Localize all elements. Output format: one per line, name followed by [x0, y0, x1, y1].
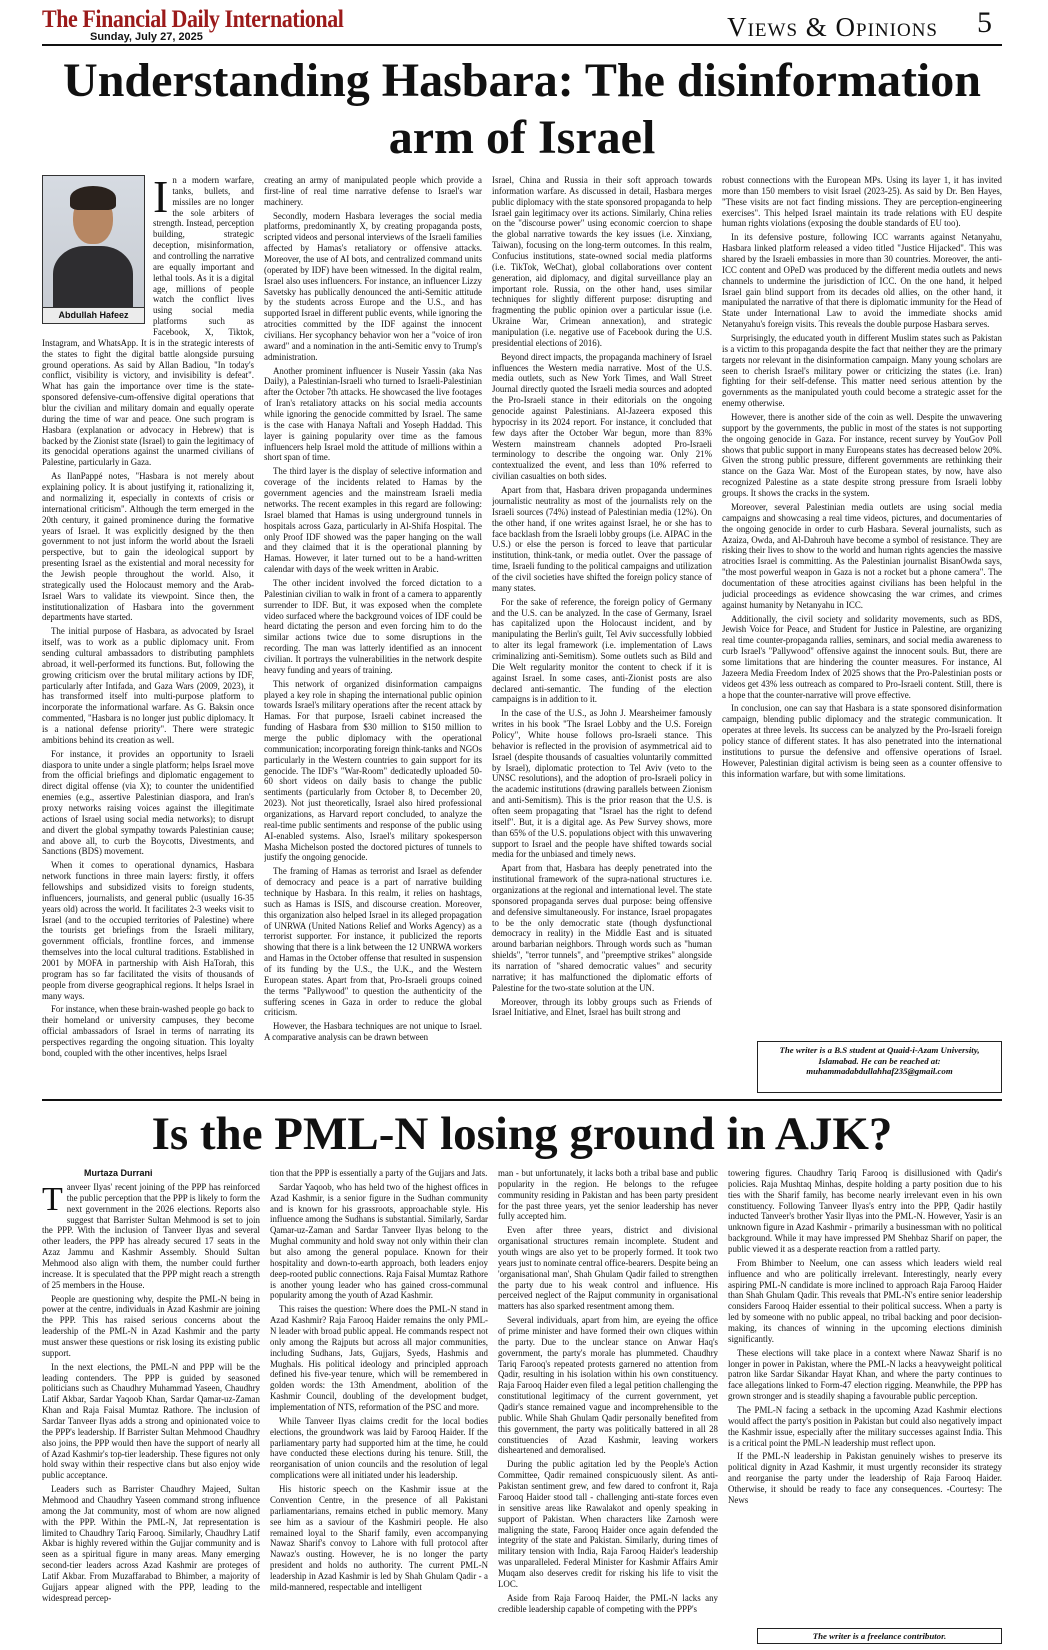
article2-col1-text — [42, 1182, 260, 1604]
article2-col2-text — [270, 1168, 488, 1593]
paragraph: Surprisingly, the educated youth in different Muslim states such as Pakistan is a victim to this propaganda despite the fact that neither they are the primary targets nor relevant in the disinformation campaign. Many young scholars are seen to cherish Israel's military power or criticizing the states (i.e. Iran) fighting for their self-defense. This matter need serious attention by the governments as the manipulated youth could become a strategic asset for the enemy otherwise. — [722, 333, 1002, 409]
paragraph: While Tanveer Ilyas claims credit for the local bodies elections, the groundwork was laid by Farooq Haider. If the parliamentary party had supported him at the time, he could have conducted these elections during his tenure. Still, the reorganisation of union councils and the resolution of legal complications were all initiated under his leadership. — [270, 1415, 488, 1481]
paragraph: towering figures. Chaudhry Tariq Farooq is disillusioned with Qadir's policies. Raja Mushtaq Minhas, despite holding a party position due to his ties with the Sharif family, has become nearly irrelevant even in his own constituency. Following Tanveer Ilyas's entry into the PPP, Qadir hastily inducted Tanveer's brother Yasir Ilyas into the PML-N. However, Yasir is an unknown figure in Azad Kashmir - primarily a businessman with no political background. While it may have impressed PM Shehbaz Sharif on paper, the public viewed it as a desperate reaction from a rattled party. — [728, 1168, 1002, 1255]
author-caption: Abdullah Hafeez — [43, 307, 144, 323]
page-number: 5 — [977, 6, 992, 39]
paragraph: From Bhimber to Neelum, one can assess which leaders wield real influence and who are politically irrelevant. Interestingly, nearly every aspiring PML-N candidate is more inclined to approach Raja Farooq Haider than Shah Ghulam Qadir. This reveals that PML-N's entire senior leadership considers Farooq Haider essential to their political success. When a party is led by someone with no public appeal, no tribal backing and poor decision-making, its chances of winning in the upcoming elections diminish significantly. — [728, 1257, 1002, 1344]
paragraph: The PML-N facing a setback in the upcoming Azad Kashmir elections would affect the party's position in Pakistan but could also negatively impact the Kashmir issue, especially after the military successes against India. This is a critical point the PML-N leadership must reflect upon. — [728, 1405, 1002, 1448]
author-photo-box — [42, 175, 145, 324]
paragraph: For the sake of reference, the foreign policy of Germany and the U.S. can be analyzed. In the case of Germany, Israel has capitalized upon the Holocaust incident, and by manipulating the Berlin's guilt, Tel Aviv successfully lobbied to alter its legal framework (i.e. implementation of Laws criminalizing anti-Semitism). Some outlets such as Bild and Die Welt regularity monitor the content to check if it is against Israel. In some cases, anti-Zionist posts are also declared anti-semantic. The funding of the election campaigns is in addition to it. — [492, 596, 712, 705]
paragraph: Secondly, modern Hasbara leverages the social media platforms, predominantly X, by creating propaganda posts, scripted videos and personal interviews of the Israeli families affected by Hamas's retaliatory or offensive attacks. Moreover, the use of AI bots, and centralized command units (operated by IDF) have been witnessed. In the digital realm, Israel also uses influencers. For instance, an influencer Lizzy Savetsky has publically denounced the anti-Semitic attitude by the students across Europe and the U.S., and has supported Israel in different public events, while ignoring the atrocities committed by the IDF against the innocent civilians. Her sycophancy behavior won her a "voice of iron award" and a nomination in the anti-Semitic envy to Trump's administration. — [264, 210, 482, 362]
paragraph: Aside from Raja Farooq Haider, the PML-N lacks any credible leadership capable of competing with the PPP's — [498, 1592, 718, 1614]
paragraph: Beyond direct impacts, the propaganda machinery of Israel influences the Western media narrative. Most of the U.S. media outlets, such as New York Times, and Wall Street Journal directly quoted the Israeli media sources and adopted the Pro-Israeli stance in their editorials on the ongoing genocide against Palestinians. Al-Jazeera exposed this hypocrisy in its 2024 report. For instance, it concluded that few days after the October War begun, more than 83% Western mainstream channels adopted Pro-Israeli terminology to describe the ongoing war. Only 21% contextualized the event, and less than 10% referred to civilian casualties on both sides. — [492, 351, 712, 482]
paragraph: However, there is another side of the coin as well. Despite the unwavering support by the governments, the public in most of the states is not supporting the ongoing genocide in Gaza. For instance, recent survey by YouGov Poll shows that public support in many Europeans states has decreased below 20%. Given the strong public pressure, different governments are rethinking their stance on the Gaza War. Most of the European states, by now, have also recognized Palestine as a state despite strong pressure from Israeli lobby groups. It shows the cracks in the system. — [722, 412, 1002, 499]
article2-col4-text — [728, 1168, 1002, 1506]
paragraph: As IlanPappé notes, "Hasbara is not merely about explaining policy. It is about justifying it, rationalizing it, and normalizing it, especially in contexts of crisis or international criticism". Although the term emerged in the 20th century, it gained prominence during the formative years of Israel. It was explicitly designed by the then government to not just inform the world about the Israeli perspective, but to gain the ideological support by presenting Israel as the existential and moral necessity for the Jewish people throughout the world. Also, it strategically used the Holocaust memory and the Arab-Israel Wars to validate its viewpoint. Since then, the institutionalization of Hasbara into the government departments have started. — [42, 471, 254, 623]
article2-column-2 — [270, 1168, 488, 1646]
article1-col4-text — [722, 175, 1002, 779]
paragraph: Israel, China and Russia in their soft approach towards information warfare. As discussed in detail, Hasbara merges public diplomacy with the state sponsored propaganda to help Israel gain legitimacy over its actions. Similarly, China relies on the "discourse power" using economic coercion to shape the global narrative towards the key issues (i.e. Xinxiang, Taiwan), focusing on the long-term outcomes. In this realm, Confucius institutions, state-owned social media platforms (i.e. TikTok, WeChat), global collaborations over content generation, aid diplomacy, and digital surveillance play an important role. Russia, on the other hand, uses similar techniques for slightly different purpose: disrupting and fragmenting the public opinion over a particular issue (i.e. Ukraine War, Crimean annexation), and strategic manipulation (i.e. negative use of Facebook during the U.S. presidential elections of 2016). — [492, 175, 712, 348]
paragraph: This raises the question: Where does the PML-N stand in Azad Kashmir? Raja Farooq Haider remains the only PML-N leader with broad public appeal. He commands respect not only among the Rajputs but across all major communities, including Sudhans, Jats, Gujjars, Syeds, Hashmis and Mughals. His political ideology and principled approach defined his five-year tenure, which will be remembered in golden words: the 13th Amendment, abolition of the Kashmir Council, doubling of the development budget, implementation of NTS, reformation of the PSC and more. — [270, 1304, 488, 1413]
paragraph: These elections will take place in a context where Nawaz Sharif is no longer in power in Pakistan, where the PML-N lacks a heavyweight political patron like Sardar Sikandar Hayat Khan, and where the party continues to face allegations linked to Form-47 election rigging. Meanwhile, the PPP has grown stronger and is steadily shaping a favourable public perception. — [728, 1347, 1002, 1402]
paragraph: Moreover, through its lobby groups such as Friends of Israel Initiative, and Elnet, Israel has built strong and — [492, 996, 712, 1018]
paragraph: Sardar Yaqoob, who has held two of the highest offices in Azad Kashmir, is a senior figure in the Sudhan community and is known for his grassroots, approachable style. His influence among the Sudhans is substantial. Similarly, Sardar Qamar-uz-Zaman and Sardar Tanveer Ilyas belong to the Mughal community and hold sway not only within their clan but also among the general populace. Known for their hospitality and down-to-earth approach, both leaders enjoy deep-rooted public connections. Raja Faisal Mumtaz Rathore is another young leader who has gained cross-communal popularity among the youth of Azad Kashmir. — [270, 1181, 488, 1301]
paragraph: In its defensive posture, following ICC warrants against Netanyahu, Hasbara linked platform released a video titled "Justice Hijacked". This was shared by the Israeli embassies in more than 30 countries. Moreover, the anti-ICC content and OPeD was produced by the different media outlets and news channels to undermine the jurisdiction of ICC. On the one hand, it helped Israel gain blind support from its decades old allies, on the other hand, it manipulated the narrative of that there is diplomatic immunity for the Head of State under International Law to avoid the immediate shocks amid Netanyahu's foreign visits. This reveals the double purpose Hasbara serves. — [722, 232, 1002, 330]
article2-writer-note: The writer is a freelance contributor. — [757, 1628, 1002, 1644]
paragraph: For instance, when these brain-washed people go back to their homeland or university campuses, they become official ambassadors of Israel in terms of narrating its perspectives regarding the ongoing situation. This loyalty bond, coupled with the other incentives, helps Israel — [42, 1004, 254, 1058]
paragraph: When it comes to operational dynamics, Hasbara network functions in three main layers: firstly, it offers fellowships and subsidized visits to foreign students, influencers, journalists, and general public (usually 16-35 years old) across the world. It facilitates 2-3 weeks visit to Israel (and to the occupied territories of Palestine) where the tourists get briefings from the Israeli military, government officials, frontline forces, and immense themselves into the local cultural traditions. Established in 2001 by MOFA in partnership with Aish HaTorah, this program has so far facilitated the visits of thousands of people from diverse geographical regions. It helps Israel in many ways. — [42, 860, 254, 1001]
paragraph: If the PML-N leadership in Pakistan genuinely wishes to preserve its political dignity in Azad Kashmir, it must urgently reconsider its strategy and reorganise the party under the leadership of Raja Farooq Haider. Otherwise, it should be ready to face any consequences. -Courtesy: The News — [728, 1451, 1002, 1505]
section-divider — [42, 1099, 1002, 1101]
article2-drop-cap: T — [42, 1180, 63, 1218]
paper-name: The Financial Daily International — [42, 6, 344, 33]
article1-column-2 — [264, 175, 482, 1093]
paragraph: The other incident involved the forced dictation to a Palestinian civilian to walk in front of a camera to apparently surrender to IDF. But, it was exposed when the complete video surfaced where the background voices of IDF could be heard dictating the person and even forcing him to do the similar actions twice due to some disruptions in the recording. The man was latterly identified as an innocent civilian. It portrays the vulnerabilities in the network despite heavy funding and years of training. — [264, 577, 482, 675]
paragraph: anveer Ilyas' recent joining of the PPP has reinforced the public perception that the PPP is likely to form the next government in the 2026 elections. Reports also suggest that Barrister Sultan Mehmood is set to join the PPP. With the inclusion of Tanveer Ilyas and several other leaders, the PPP has already secured 17 seats in the Azaz Jammu and Kashmir Assembly. Should Sultan Mehmood also align with them, the number could further increase. It is speculated that the PPP might reach a strength of 25 members in the House. — [42, 1181, 260, 1290]
article2-column-4 — [728, 1168, 1002, 1624]
paragraph: n a modern warfare, tanks, bullets, and missiles are no longer the sole arbiters of strength. Instead, perception building, strategic deception, misinformation, and controlling the narrative are equally important and lethal tools. As it is a digital age, millions of people watch the conflict lives using social media platforms such as Facebook, X, Tiktok, Instagram, and WhatsApp. It is in the strategic interests of the states to fight the digital battle alongside pursuing ground operations. As said by Allan Badiou, "In today's conflict, visibility is victory, and invisibility is defeat". What has gain the importance over time is the state-sponsored defensive-cum-offensive digital operations that blur the civilian and military domain and equally operate during the time of war and peace. One such program is Hasbara (explanation or advocacy in Hebrew) that is backed by the Zionist state (Israel) to gain the legitimacy of its genocidal operations against the unarmed civilians of Palestine, particularly in Gaza. — [42, 175, 254, 468]
paragraph: Moreover, several Palestinian media outlets are using social media campaigns and showcasing a real time videos, pictures, and documentaries of the ongoing genocide in order to curb Hasbara. Several journalists, such as Azaiza, Owda, and Al-Dahrouh have become a symbol of resistance. They are risking their lives to show to the world and human rights agencies the massive atrocities Israel is committing. As the Palestinian journalist BisanOwda says, "the most powerful weapon in Gaza is not a rocket but a phone camera". The documentation of these atrocities against civilians has been helpful in the judicial proceedings as evidence showcasing the war crimes, and crimes against humanity by Netanyahu in ICC. — [722, 501, 1002, 610]
article1-col2-text — [264, 175, 482, 1043]
paragraph: Additionally, the civil society and solidarity movements, such as BDS, Jewish Voice for Peace, and Student for Justice in Palestine, are organizing real time counter-propaganda rallies, seminars, and social media awareness to curb Israel's "Pallywood" offensive against the innocent souls. But, there are some limitations that are hindering the counter measures. For instance, Al Jazeera Media Freedom Index of 2025 shows that the Pro-Palestinian posts or videos get 43% less outreach as compared to Pro-Israeli content. Still, there is a hope that the counter-narrative will prove effective. — [722, 613, 1002, 700]
paragraph: robust connections with the European MPs. Using its layer 1, it has invited more than 150 members to visit Israel (2023-25). As said by Dr. Ben Hayes, "These visits are not fact finding missions. They are perception-engineering exercises". This helped Israel maintain its trade relations with EU despite human rights violations (exposing the double standards of EU too). — [722, 175, 1002, 229]
paragraph: In conclusion, one can say that Hasbara is a state sponsored disinformation campaign, blending public diplomacy and the strategic communication. It operates at three levels. Its success can be analyzed by the Pro-Israeli foreign policy stance of different states. It has also penetrated into the international institutions to pursue the defensive and offensive operations of Israel. However, Palestinian digital activism is being seen as a counter offensive to this information warfare, but with some limitations. — [722, 703, 1002, 779]
article1-col3-text — [492, 175, 712, 1018]
paragraph: Another prominent influencer is Nuseir Yassin (aka Nas Daily), a Palestinian-Israeli who turned to Israeli-Palestinian after the October 7th attacks. He showcased the live footages of Iran's retaliatory attacks on his social media accounts while ignoring the genocide committed by Israel. The same is the case with Hanaya Naftali and Yoseph Haddad. This layer is gaining popularity over time as the famous influencers help Israel mold the attitude of millions within a short span of time. — [264, 365, 482, 463]
paragraph: Apart from that, Hasbara driven propaganda undermines journalistic neutrality as most of the journalists rely on the Israeli sources (74%) instead of Palestinian media (12%). On the other hand, if one writes against Israel, he or she has to face backlash from the Israeli lobby groups (i.e. AIPAC in the U.S.) or else the person is forced to leave that particular institution, think-tank, or media outlet. Over the passage of time, Israeli funding to the political campaigns and utilization of the civil societies have shifted the foreign policy stance of many states. — [492, 485, 712, 593]
paragraph: In the next elections, the PML-N and PPP will be the leading contenders. The PPP is guided by seasoned politicians such as Chaudhry Muhammad Yaseen, Chaudhry Latif Akbar, Sardar Yaqoob Khan, Sardar Qamar-uz-Zaman Khan and Raja Faisal Mumtaz Rathore. The inclusion of Sardar Tanveer Ilyas adds a strong and opinionated voice to the PPP's leadership. If Barrister Sultan Mehmood Chaudhry also joins, the PPP would then have the support of nearly all of Azad Kashmir's top-tier leadership. These figures not only hold sway within their respective clans but also enjoy wide public acceptance. — [42, 1361, 260, 1481]
paragraph: The initial purpose of Hasbara, as advocated by Israel itself, was to work as a public diplomacy unit. From sending cultural ambassadors to distributing pamphlets abroad, it well-performed its functions. But, following the growing criticism over the brutal military actions by IDF, particularly after Intifada, and Gaza Wars (2009, 2023), it has transformed itself into multi-purpose platform to incorporate the informational warfare. As G. Baksin once commented, "Hasbara is no longer just public diplomacy. It is a national defense priority". There were strategic ambitions behind its creation as well. — [42, 626, 254, 745]
paragraph: Several individuals, apart from him, are eyeing the office of prime minister and have formed their own cliques within the party. Due to the unclear stance on Anwar Haq's government, the party's morale has plummeted. Chaudhry Tariq Farooq's repeated protests garnered no attention from Qadir, resulting in his isolation within his own constituency. Raja Farooq Haider even filed a legal petition challenging the constitutional legitimacy of the current government, yet Qadir's stance remained vague and incomprehensible to the public. While Shah Ghulam Qadir personally benefited from this government, the party was politically battered in all 28 constituencies of Azad Kashmir, leaving workers disheartened and demoralised. — [498, 1315, 718, 1456]
drop-cap: I — [153, 175, 169, 222]
masthead-rule — [42, 44, 1002, 46]
paragraph: This network of organized disinformation campaigns played a key role in shaping the international public opinion towards Israel's military operations after the recent attack by Hamas. For that purpose, Israeli cabinet increased the funding of Hasbara from $30 million to $150 million to merge the public diplomacy with the operational communication; incorporating foreign think-tanks and NGOs particularly in the Western countries to gain support for its genocide. The IDF's "War-Room" dedicatedly uploaded 50-60 short videos on daily basis to change the public sentiments (particularly from October 8, to December 20, 2023). Not just theoretically, Israel also hired professional organizations, as Harvard report concluded, to analyze the real-time public sentiments and response of the public using AI-enabled systems. Also, Israel's military spokesperson Masha Michelson posted the doctored pictures of tunnels to justify the ongoing genocide. — [264, 678, 482, 863]
paragraph: creating an army of manipulated people which provide a first-line of real time narrative defense to Israel's war machinery. — [264, 175, 482, 207]
paragraph: Even after three years, district and divisional organisational structures remain incomplete. Student and youth wings are also yet to be properly formed. It took two years just to nominate central office-bearers. Despite being an 'organisational man', Shah Ghulam Qadir failed to strengthen the party due to his weak control and influence. His perceived neglect of the Rajput community in organisational matters has also sparked resentment among them. — [498, 1225, 718, 1312]
paragraph: In the case of the U.S., as John J. Mearsheimer famously writes in his book "The Israel Lobby and the U.S. Foreign Policy", White house follows pro-Israeli stance. This behavior is reflected in the provision of asymmetrical aid to Israel (despite thousands of casualties voluntarily committed by Israel), diplomatic protection to Tel Aviv (veto to the UNSC resolutions), and the adoption of pro-Israeli policy in the academic institutions (drawing parallels between Zionism and anti-Semitism). This is the prior reason that the U.S. is often seem propagating that "Israel has the right to defend itself". But, it is a digital age. As Pew Survey shows, more than 65% of the U.S. populations object with this unwavering support to Israel and the people have shifted towards social media for the unbiased and timely news. — [492, 708, 712, 860]
paragraph: The third layer is the display of selective information and coverage of the incidents related to Hamas by the government agencies and the mainstream Israeli media networks. The recent examples in this regard are following: Israel blamed that Hamas is using underground tunnels in hospitals across Gaza, particularly in Al-Shifa Hospital. The only Proof IDF showed was the paper hanging on the wall and they claimed that it is the operational planning by Hamas. However, it later turned out to be a hand-written calendar with days of the week written in Arabic. — [264, 466, 482, 575]
article1-column-1 — [42, 175, 254, 1093]
masthead — [42, 6, 1002, 46]
article2-byline: Murtaza Durrani — [84, 1168, 153, 1178]
article1-writer-note: The writer is a B.S student at Quaid-i-Azam University, Islamabad. He can be reached at: muhammadabdullahhaf235@gmail.com — [757, 1041, 1002, 1093]
paragraph: Apart from that, Hasbara has deeply penetrated into the institutional framework of the supra-national structures i.e. organizations at the regional and international level. The state sponsored propaganda serves dual purpose: being offensive and defensive simultaneously. For instance, Israel propagates to be the only democratic state (though dysfunctional democracy in reality) in the Middle East and is situated around barbarian neighbors. Through words such as "human shields", "terror tunnels", and "preemptive strikes" alongside its narration of "shared democratic values" and security narrative; it has malfunctioned the diplomatic efforts of Palestine for the two-state solution at the UN. — [492, 863, 712, 993]
section-name: Views & Opinions — [727, 12, 938, 42]
article2-headline: Is the PML-N losing ground in AJK? — [151, 1108, 893, 1160]
paragraph: Leaders such as Barrister Chaudhry Majeed, Sultan Mehmood and Chaudhry Yaseen command strong influence among the Jat community, most of whom are now aligned with the PPP. Within the PML-N, Jat representation is limited to Chaudhry Tariq Farooq. Similarly, Chaudhry Latif Akbar is highly revered within the Gujjar community and is seen as a spiritual figure in many areas. Many emerging second-tier leaders across Azad Kashmir are proteges of Latif Akbar. From Muzaffarabad to Bhimber, a majority of Gujjars appear aligned with the PPP, leading to the widespread percep- — [42, 1484, 260, 1603]
paragraph: tion that the PPP is essentially a party of the Gujjars and Jats. — [270, 1168, 488, 1178]
article1-column-3 — [492, 175, 712, 1093]
article1-headline: Understanding Hasbara: The disinformation arm of Israel — [63, 54, 981, 164]
article1-column-4 — [722, 175, 1002, 1035]
article2-column-1 — [42, 1168, 260, 1646]
paragraph: man - but unfortunately, it lacks both a tribal base and public popularity in the region. He belongs to the refugee community residing in Pakistan and has been party president for the past three years, yet the senior leadership has never fully accepted him. — [498, 1168, 718, 1222]
paragraph: His historic speech on the Kashmir issue at the Convention Centre, in the presence of all Pakistani parliamentarians, remains etched in public memory. Many see him as a saviour of the Kashmiri people. He also remained loyal to the Sharif family, even accompanying Nawaz Sharif's convoy to Lahore with full protocol after Nawaz's ousting. However, he is no longer the party president and holds no authority. The current PML-N leadership in Azad Kashmir is led by Shah Ghulam Qadir - a mild-mannered, respectable and intelligent — [270, 1484, 488, 1592]
paragraph: However, the Hasbara techniques are not unique to Israel. A comparative analysis can be drawn between — [264, 1021, 482, 1043]
article2-column-3 — [498, 1168, 718, 1646]
paragraph: For instance, it provides an opportunity to Israeli diaspora to unite under a single platform; helps Israel move from the official briefings and diplomatic engagement to direct digital offense (via X); to counter the unidentified enemies (e.g., assertive Palestinian diaspora, and Iran's proxy networks raising voices against the illegitimate actions of Israel using social media networks); to disrupt and divert the global sympathy towards Palestinian cause; and above all, to curb the Boycotts, Divestments, and Sanctions (BDS) movement. — [42, 748, 254, 857]
paragraph: The framing of Hamas as terrorist and Israel as defender of democracy and peace is a part of narrative building technique by Hasbara. In this realm, it relies on hashtags, such as Hamas is ISIS, and discourse creation. Moreover, this organization also helped Israel in its alleged propagation of UNRWA (United Nations Relief and Works Agency) as a terrorist supporter. For instance, it publicized the reports showing that there is a link between the 12 UNRWA workers and Hamas in the October offense that resulted in suspension of its funding by the U.S., the U.K., and the Western European states. Apart from that, Pro-Israeli groups coined the terms "Pallywood" to question the authenticity of the suffering scenes in Gaza in order to reduce the global criticism. — [264, 866, 482, 1018]
author-photo — [43, 176, 144, 307]
article2-col3-text — [498, 1168, 718, 1614]
paragraph: People are questioning why, despite the PML-N being in power at the centre, individuals in Azad Kashmir are joining the PPP. This has raised serious concerns about the leadership of the PML-N in Azad Kashmir and the party must answer these questions or risk losing its existing public support. — [42, 1293, 260, 1358]
paragraph: During the public agitation led by the People's Action Committee, Qadir remained conspicuously silent. As anti-Pakistan sentiment grew, and few dared to confront it, Raja Farooq Haider stood tall - challenging anti-state forces even in sensitive areas like Rawalakot and openly speaking in support of Pakistan. When characters like Zarnosh were maligning the state, Farooq Haider once again defended the integrity of the state and Pakistan. Similarly, during times of military tension with India, Raja Farooq Haider's leadership was unparalleled. Federal Minister for Kashmir Affairs Amir Muqam also deserves credit for risking his life to visit the LOC. — [498, 1459, 718, 1589]
paper-date: Sunday, July 27, 2025 — [90, 31, 203, 43]
